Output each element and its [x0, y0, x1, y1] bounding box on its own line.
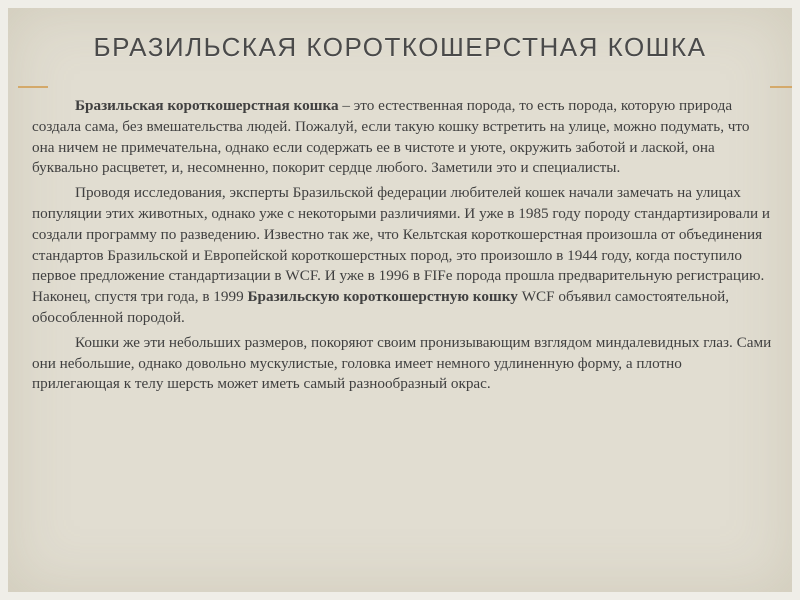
- title-underline-left: [18, 86, 48, 88]
- paragraph-description: Кошки же эти небольших размеров, покоряют своим пронизывающим взглядом миндалевидных глаз. Сами они небольшие, однако довольно мускулистые, головка имеет немного удлиненную форму, а плотно прилегающая к телу шерсть может иметь самый разнообразный окрас.: [32, 333, 772, 393]
- slide-title: БРАЗИЛЬСКАЯ КОРОТКОШЕРСТНАЯ КОШКА: [93, 32, 707, 62]
- paragraph-intro: [32, 96, 772, 179]
- paragraph-history-text-after: WCF объявил самостоятельной, обособленной породой.: [32, 288, 730, 326]
- paragraph-history-text-before: Проводя исследования, эксперты Бразильской федерации любителей кошек начали замечать на улицах популяции этих животных, однако уже с некоторыми различиями. И уже в 1985 году породу стандартизировали и создали программу по разведению. Известно так же, что Кельтская короткошерстная произошла от объединения стандартов Бразильской и Европейской короткошерстных пород, это произошло в 1944 году, когда поступило первое предложение стандартизации в WCF. И уже в 1996 в FIFe порода прошла предварительную регистрацию. Наконец, спустя три года, в 1999: [32, 184, 770, 306]
- paragraph-history: [32, 183, 772, 329]
- breed-name-bold: Бразильская короткошерстная кошка: [75, 97, 339, 114]
- slide-body: [32, 96, 772, 399]
- title-underline-right: [770, 86, 792, 88]
- breed-name-bold-inline: Бразильскую короткошерстную кошку: [247, 288, 518, 306]
- paragraph-intro-text: – это естественная порода, то есть порода, которую природа создала сама, без вмешательства людей. Пожалуй, если такую кошку встретить на улице, можно подумать, что она ничем не примечательна, однако если содержать ее в чистоте и уюте, окружить заботой и лаской, она буквально расцветет, и, несомненно, покорит сердце любого. Заметили это и специалисты.: [32, 97, 750, 177]
